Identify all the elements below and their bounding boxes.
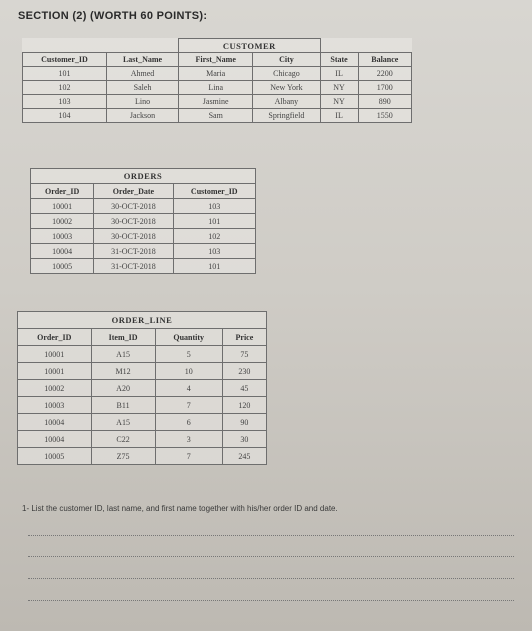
table-cell: Sam: [179, 109, 253, 123]
table-caption-row: [31, 169, 256, 184]
table-cell: 7: [155, 448, 222, 465]
table-cell: B11: [91, 397, 155, 414]
table-cell: 103: [173, 244, 255, 259]
table-row: [18, 414, 267, 431]
table-cell: A15: [91, 346, 155, 363]
table-cell: 75: [222, 346, 266, 363]
answer-line: [28, 600, 514, 601]
table-cell: 10002: [31, 214, 94, 229]
column-header: Price: [222, 329, 266, 346]
orders-table: [30, 168, 256, 274]
column-header: Order_ID: [31, 184, 94, 199]
table-cell: 120: [222, 397, 266, 414]
table-cell: 245: [222, 448, 266, 465]
table-cell: Jackson: [106, 109, 178, 123]
table-cell: 31-OCT-2018: [94, 259, 173, 274]
table-cell: IL: [320, 109, 358, 123]
table-cell: Maria: [179, 67, 253, 81]
table-cell: Lina: [179, 81, 253, 95]
table-cell: 103: [23, 95, 107, 109]
table-cell: 31-OCT-2018: [94, 244, 173, 259]
table-cell: 10004: [18, 414, 92, 431]
column-header: City: [253, 53, 320, 67]
table-cell: Springfield: [253, 109, 320, 123]
table-row: [31, 199, 256, 214]
table-row: [31, 244, 256, 259]
table-cell: 230: [222, 363, 266, 380]
table-cell: Jasmine: [179, 95, 253, 109]
table-cell: 101: [23, 67, 107, 81]
answer-line: [28, 578, 514, 579]
table-row: [18, 346, 267, 363]
table-cell: 30-OCT-2018: [94, 199, 173, 214]
column-header: Item_ID: [91, 329, 155, 346]
table-cell: 7: [155, 397, 222, 414]
table-row: [18, 380, 267, 397]
table-cell: 10001: [18, 363, 92, 380]
table-row: [23, 81, 412, 95]
customer-table: [22, 38, 412, 123]
table-cell: 2200: [358, 67, 411, 81]
order-line-caption: ORDER_LINE: [18, 312, 267, 329]
table-cell: 101: [173, 259, 255, 274]
answer-line: [28, 556, 514, 557]
table-row: [18, 363, 267, 380]
table-row: [18, 448, 267, 465]
section-title: SECTION (2) (WORTH 60 POINTS):: [18, 10, 208, 22]
table-cell: Lino: [106, 95, 178, 109]
table-cell: New York: [253, 81, 320, 95]
column-header: Balance: [358, 53, 411, 67]
table-cell: Ahmed: [106, 67, 178, 81]
table-cell: Saleh: [106, 81, 178, 95]
table-cell: 104: [23, 109, 107, 123]
table-cell: 90: [222, 414, 266, 431]
table-header-row: [18, 329, 267, 346]
orders-caption: ORDERS: [31, 169, 256, 184]
answer-line: [28, 535, 514, 536]
table-cell: 30-OCT-2018: [94, 229, 173, 244]
table-cell: 1700: [358, 81, 411, 95]
table-cell: 5: [155, 346, 222, 363]
table-cell: 10001: [31, 199, 94, 214]
customer-caption: CUSTOMER: [179, 39, 320, 53]
table-cell: 10002: [18, 380, 92, 397]
table-row: [23, 67, 412, 81]
table-row: [18, 431, 267, 448]
table-row: [31, 229, 256, 244]
table-cell: 103: [173, 199, 255, 214]
column-header: State: [320, 53, 358, 67]
table-cell: M12: [91, 363, 155, 380]
column-header: Customer_ID: [23, 53, 107, 67]
table-cell: 10004: [31, 244, 94, 259]
order-line-table: [17, 311, 267, 465]
table-cell: 6: [155, 414, 222, 431]
column-header: Order_Date: [94, 184, 173, 199]
table-cell: A15: [91, 414, 155, 431]
table-cell: 30-OCT-2018: [94, 214, 173, 229]
table-row: [23, 109, 412, 123]
column-header: Last_Name: [106, 53, 178, 67]
table-caption-row: [23, 39, 412, 53]
table-cell: 10: [155, 363, 222, 380]
table-cell: 10003: [31, 229, 94, 244]
table-cell: 102: [23, 81, 107, 95]
table-cell: Z75: [91, 448, 155, 465]
table-cell: 4: [155, 380, 222, 397]
table-cell: 101: [173, 214, 255, 229]
table-cell: 10004: [18, 431, 92, 448]
column-header: Quantity: [155, 329, 222, 346]
table-cell: 45: [222, 380, 266, 397]
table-row: [18, 397, 267, 414]
column-header: Customer_ID: [173, 184, 255, 199]
table-row: [23, 95, 412, 109]
column-header: First_Name: [179, 53, 253, 67]
table-header-row: [31, 184, 256, 199]
table-cell: Chicago: [253, 67, 320, 81]
table-row: [31, 214, 256, 229]
column-header: Order_ID: [18, 329, 92, 346]
table-cell: 1550: [358, 109, 411, 123]
table-cell: 10001: [18, 346, 92, 363]
table-cell: 10005: [18, 448, 92, 465]
question-1: 1- List the customer ID, last name, and first name together with his/her order ID and date.: [22, 504, 338, 513]
table-cell: IL: [320, 67, 358, 81]
table-cell: 10003: [18, 397, 92, 414]
table-cell: C22: [91, 431, 155, 448]
table-cell: 30: [222, 431, 266, 448]
table-cell: A20: [91, 380, 155, 397]
table-row: [31, 259, 256, 274]
table-cell: 890: [358, 95, 411, 109]
table-header-row: [23, 53, 412, 67]
table-cell: NY: [320, 95, 358, 109]
table-caption-row: [18, 312, 267, 329]
table-cell: Albany: [253, 95, 320, 109]
table-cell: 102: [173, 229, 255, 244]
table-cell: NY: [320, 81, 358, 95]
table-cell: 10005: [31, 259, 94, 274]
table-cell: 3: [155, 431, 222, 448]
